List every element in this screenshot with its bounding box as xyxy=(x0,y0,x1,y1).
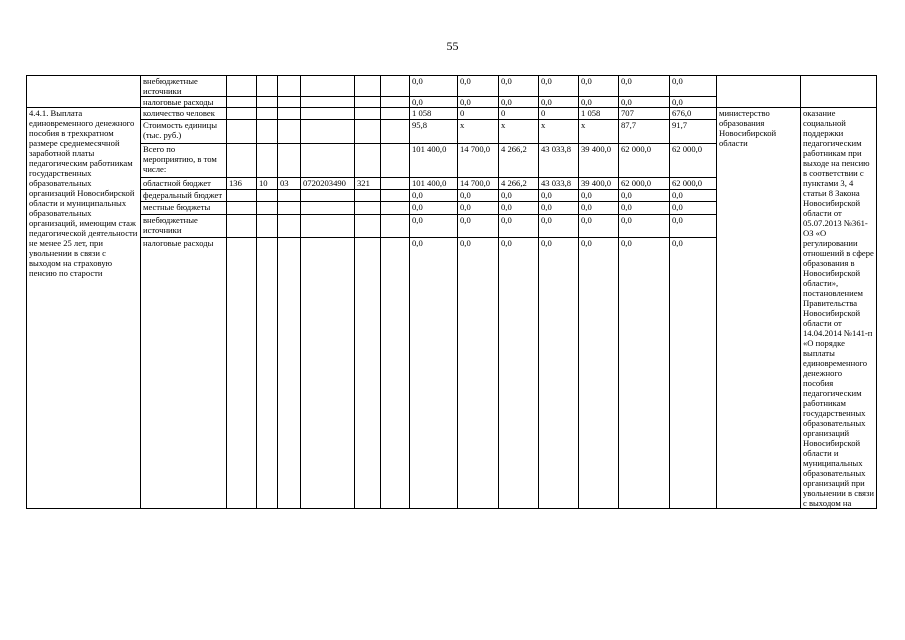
measure-result: оказание социальной поддержки педагогическим работникам при выходе на пенсию в соответствии с пунктами 3, 4 статьи 8 Закона Новосибирской области от 05.07.2013 №361-ОЗ «О регулировании отношений в сфере образования в Новосибирской области», постановлением Правительства Новосибирской области от 14.04.2014 №141-п «О порядке выплаты единовременного денежного пособия педагогическим работникам государственных образовательных организаций Новосибирской области и муниципальных образовательных организаций при увольнении в связи с выходом на xyxy=(801,108,877,509)
value-cell: 0,0 xyxy=(579,214,619,237)
row-label: налоговые расходы xyxy=(141,238,227,509)
row-label: внебюджетные источники xyxy=(141,76,227,97)
value-cell: 62 000,0 xyxy=(670,177,717,189)
value-cell: 0,0 xyxy=(458,214,499,237)
value-cell: 0,0 xyxy=(499,238,539,509)
row-label: местные бюджеты xyxy=(141,202,227,214)
code-cell xyxy=(355,202,381,214)
value-cell: 0,0 xyxy=(539,202,579,214)
value-cell: 101 400,0 xyxy=(410,177,458,189)
value-cell: 0,0 xyxy=(499,76,539,97)
code-cell xyxy=(227,120,257,143)
code-cell xyxy=(301,143,355,177)
value-cell: 676,0 xyxy=(670,108,717,120)
code-cell xyxy=(278,238,301,509)
code-cell xyxy=(301,238,355,509)
value-cell: 0 xyxy=(458,108,499,120)
code-cell xyxy=(257,108,278,120)
value-cell: 0,0 xyxy=(410,76,458,97)
value-cell: 0,0 xyxy=(619,190,670,202)
code-cell xyxy=(257,120,278,143)
value-cell: 0,0 xyxy=(458,76,499,97)
value-cell: 0,0 xyxy=(619,238,670,509)
value-cell: 0,0 xyxy=(458,238,499,509)
value-cell: 0,0 xyxy=(619,76,670,97)
code-cell xyxy=(355,238,381,509)
code-cell: 321 xyxy=(355,177,381,189)
code-cell xyxy=(355,143,381,177)
code-cell xyxy=(257,238,278,509)
code-cell: 03 xyxy=(278,177,301,189)
row-label: Всего по мероприятию, в том числе: xyxy=(141,143,227,177)
empty-cell xyxy=(27,76,141,108)
code-cell xyxy=(227,108,257,120)
code-cell xyxy=(355,108,381,120)
value-cell: 0,0 xyxy=(579,190,619,202)
value-cell: 0,0 xyxy=(410,202,458,214)
code-cell: 10 xyxy=(257,177,278,189)
value-cell: 0,0 xyxy=(579,76,619,97)
code-cell xyxy=(355,190,381,202)
value-cell: 14 700,0 xyxy=(458,143,499,177)
code-cell xyxy=(278,214,301,237)
value-cell: 43 033,8 xyxy=(539,143,579,177)
value-cell: 0,0 xyxy=(499,214,539,237)
code-cell xyxy=(355,214,381,237)
value-cell: 87,7 xyxy=(619,120,670,143)
code-cell xyxy=(301,120,355,143)
code-cell xyxy=(227,214,257,237)
value-cell: 0 xyxy=(499,108,539,120)
value-cell: 0,0 xyxy=(539,238,579,509)
value-cell: 0,0 xyxy=(670,97,717,108)
value-cell: 0,0 xyxy=(410,190,458,202)
value-cell: 0,0 xyxy=(539,76,579,97)
code-cell xyxy=(278,202,301,214)
value-cell: 0,0 xyxy=(670,238,717,509)
value-cell: 0,0 xyxy=(670,214,717,237)
empty-cell xyxy=(801,76,877,108)
value-cell: 0,0 xyxy=(499,202,539,214)
code-cell: 0720203490 xyxy=(301,177,355,189)
empty-cell xyxy=(717,76,801,108)
value-cell: 0,0 xyxy=(410,97,458,108)
value-cell: 0,0 xyxy=(458,190,499,202)
row-label: областной бюджет xyxy=(141,177,227,189)
code-cell xyxy=(257,214,278,237)
row-label: Стоимость единицы (тыс. руб.) xyxy=(141,120,227,143)
value-cell: 0,0 xyxy=(410,214,458,237)
value-cell: 101 400,0 xyxy=(410,143,458,177)
code-cell xyxy=(227,202,257,214)
code-cell xyxy=(278,143,301,177)
code-cell xyxy=(278,108,301,120)
value-cell: 95,8 xyxy=(410,120,458,143)
value-cell: 62 000,0 xyxy=(670,143,717,177)
page-number: 55 xyxy=(446,39,459,53)
value-cell: 14 700,0 xyxy=(458,177,499,189)
code-cell xyxy=(257,190,278,202)
value-cell: 1 058 xyxy=(579,108,619,120)
value-cell: х xyxy=(458,120,499,143)
measure-executor: министерство образования Новосибирской области xyxy=(717,108,801,509)
value-cell: 0,0 xyxy=(579,202,619,214)
value-cell: х xyxy=(579,120,619,143)
code-cell xyxy=(301,190,355,202)
value-cell: 0,0 xyxy=(579,238,619,509)
measure-description: 4.4.1. Выплата единовременного денежного пособия в трехкратном размере среднемесячной заработной платы педагогическим работникам государственных образовательных организаций Новосибирской области и муниципальных образовательных организаций, имеющим стаж педагогической деятельности не менее 25 лет, при увольнении в связи с выходом на страховую пенсию по старости xyxy=(27,108,141,509)
code-cell xyxy=(257,202,278,214)
program-table xyxy=(26,75,877,509)
value-cell: 0,0 xyxy=(499,190,539,202)
value-cell: 0,0 xyxy=(539,97,579,108)
value-cell: 0,0 xyxy=(619,97,670,108)
value-cell: 0,0 xyxy=(670,202,717,214)
value-cell: 1 058 xyxy=(410,108,458,120)
value-cell: 0,0 xyxy=(539,190,579,202)
value-cell: 0,0 xyxy=(410,238,458,509)
row-label: федеральный бюджет xyxy=(141,190,227,202)
code-cell xyxy=(355,120,381,143)
value-cell: 0,0 xyxy=(579,97,619,108)
value-cell: 91,7 xyxy=(670,120,717,143)
table-row xyxy=(27,76,877,97)
row-label: внебюджетные источники xyxy=(141,214,227,237)
code-cell xyxy=(278,190,301,202)
table-row xyxy=(27,108,877,120)
code-cell: 136 xyxy=(227,177,257,189)
value-cell: 0,0 xyxy=(619,214,670,237)
value-cell: 0,0 xyxy=(619,202,670,214)
value-cell: 39 400,0 xyxy=(579,177,619,189)
value-cell: 0,0 xyxy=(670,76,717,97)
value-cell: 0,0 xyxy=(499,97,539,108)
value-cell: 0 xyxy=(539,108,579,120)
value-cell: 4 266,2 xyxy=(499,177,539,189)
value-cell: х xyxy=(539,120,579,143)
code-cell xyxy=(301,108,355,120)
row-label: количество человек xyxy=(141,108,227,120)
code-cell xyxy=(301,202,355,214)
code-cell xyxy=(278,120,301,143)
code-cell xyxy=(301,214,355,237)
value-cell: 0,0 xyxy=(458,97,499,108)
value-cell: 4 266,2 xyxy=(499,143,539,177)
value-cell: 0,0 xyxy=(670,190,717,202)
value-cell: х xyxy=(499,120,539,143)
code-cell xyxy=(227,143,257,177)
value-cell: 0,0 xyxy=(458,202,499,214)
value-cell: 39 400,0 xyxy=(579,143,619,177)
value-cell: 62 000,0 xyxy=(619,143,670,177)
code-cell xyxy=(227,238,257,509)
value-cell: 707 xyxy=(619,108,670,120)
value-cell: 62 000,0 xyxy=(619,177,670,189)
code-cell xyxy=(227,190,257,202)
code-cell xyxy=(257,143,278,177)
value-cell: 0,0 xyxy=(539,214,579,237)
row-label: налоговые расходы xyxy=(141,97,227,108)
value-cell: 43 033,8 xyxy=(539,177,579,189)
